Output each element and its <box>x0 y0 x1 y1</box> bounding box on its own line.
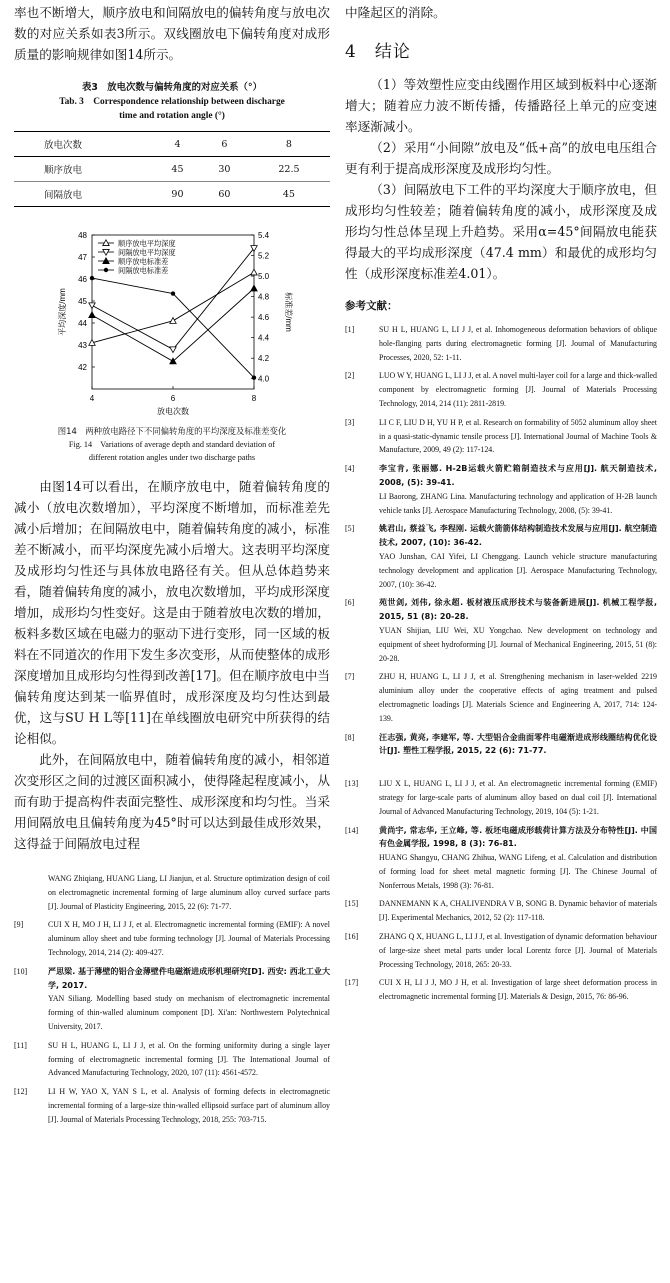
legend-marker <box>104 268 108 272</box>
figure-caption-en-1: Fig. 14 Variations of average depth and standard deviation of <box>68 440 276 449</box>
reference-item <box>345 824 657 893</box>
intro-text: 率也不断增大，顺序放电和间隔放电的偏转角度与放电次数的对应关系如表3所示。双线圈放电下偏转角度对成形质量的影响规律如图14所示。 <box>14 5 330 62</box>
data-point <box>90 276 94 280</box>
data-point <box>89 312 95 318</box>
reference-text: YAO Junshan, CAI Yifei, LI Chenggang. Launch vehicle structure manufacturing technology development and application [J]. Aerospace Manufacturing Technology, 2007, (10): 36-42. <box>379 551 657 589</box>
left-axis-tick-label: 44 <box>78 319 87 328</box>
reference-body <box>379 323 657 364</box>
body-paragraph: 由图14可以看出，在顺序放电中，随着偏转角度的减小（放电次数增加），平均深度不断增加，而标准差先减小后增加；在间隔放电中，随着偏转角度的减小，标准差不断减小，而平均深度先减小后增大。这表明平均深度及成形均匀性还与具体放电路径有关。但从总体趋势来看，随着偏转角度的减小，放电次数增加，平均成形深度增加，成形均匀性变好。这是由于随着放电次数的增加，板料多数区域在电磁力的驱动下进行变形，同一区域的板料在不同道次的作用下发生多次变形，从而使整体的成形深度增加且成形均匀性得到改善[17]。但在顺序放电中当偏转角度达到某一临界值时，成形深度及均匀性达到最优，这与SU H L等[11]在单线圈放电研究中所获得的结论相似。 <box>14 479 330 746</box>
reference-text: CUI X H, MO J H, LI J J, et al. Electromagnetic incremental forming (EMIF): A novel aluminum alloy sheet and tube forming technology [J]. Journal of Materials Processing Technology, 2014, 214 (2): 409-427. <box>48 920 330 957</box>
reference-body <box>48 918 330 959</box>
reference-item <box>345 416 657 457</box>
reference-text: HUANG Shangyu, CHANG Zhihua, WANG Lifeng, et al. Calculation and distribution of forming load for sheet metal magnetic forming [J]. The Chinese Journal of Nonferrous Metals, 1998 (3): 76-81. <box>379 853 657 890</box>
reference-text: LUO W Y, HUANG L, LI J J, et al. A novel multi-layer coil for a large and thick-walled component by electromagnetic forming [J]. Journal of Materials Processing Technology, 2014, 214 (11): 2811-2819. <box>379 371 657 408</box>
reference-body <box>379 670 657 725</box>
table-header-row <box>14 132 330 157</box>
figure-caption-en-2: different rotation angles under two discharge paths <box>88 453 256 462</box>
left-axis-tick-label: 42 <box>78 363 87 372</box>
right-axis-tick-label: 4.4 <box>258 333 270 343</box>
reference-body <box>379 777 657 818</box>
reference-item <box>14 1085 330 1126</box>
table-row <box>14 182 330 207</box>
reference-item <box>345 462 657 517</box>
table-row <box>14 157 330 182</box>
left-axis-tick-label: 45 <box>78 297 87 306</box>
plot-frame <box>92 235 254 389</box>
table-header-cell: 放电次数 <box>14 132 154 157</box>
reference-item <box>345 777 657 818</box>
right-column <box>345 0 657 1009</box>
reference-text: ZHANG Q X, HUANG L, LI J J, et al. Investigation of dynamic deformation behaviour of large-size sheet metal parts under local Lorentz force [J]. Journal of Materials Processing Technology, 2018, 265: 20-33. <box>379 932 657 969</box>
reference-item <box>345 369 657 410</box>
reference-number: [11] <box>14 1040 27 1050</box>
reference-number: [8] <box>345 732 355 742</box>
reference-text: YUAN Shijian, LIU Wei, XU Yongchao. New development on technology and equipment of sheet hydroforming [J]. Journal of Mechanical Engineering, 2015, 51 (8): 20-28. <box>379 625 657 663</box>
reference-item <box>345 976 657 1004</box>
reference-text: SU H L, HUANG L, LI J J, et al. On the forming uniformity during a single layer forming of electromagnetic incremental forming [J]. The International Journal of Advanced Manufacturing Technology, 2020, 107 (11): 4561-4572. <box>48 1040 330 1078</box>
reference-text: SU H L, HUANG L, LI J J, et al. Inhomogeneous deformation behaviors of oblique hole-flanging parts during electromagnetic forming [J]. Journal of Manufacturing Processes, 2020, 52: 1-11. <box>379 325 657 362</box>
series-line <box>92 248 254 349</box>
reference-body <box>379 976 657 1004</box>
conclusion-item: （1）等效塑性应变由线圈作用区域到板料中心逐渐增大；随着应力波不断传播，传播路径上单元的应变速率逐渐减小。 <box>345 77 657 134</box>
reference-number: [5] <box>345 524 355 534</box>
reference-text: DANNEMANN K A, CHALIVENDRA V B, SONG B. Dynamic behavior of materials [J]. Experimental Mechanics, 2012, 52 (2): 117-118. <box>379 899 657 923</box>
section-title: 4 结论 <box>345 42 411 62</box>
data-point <box>89 303 95 309</box>
references-heading: 参考文献： <box>345 300 398 312</box>
table-cell: 45 <box>171 163 184 175</box>
reference-number: [14] <box>345 825 359 835</box>
reference-zh: 李宝肯, 张丽娜. H-2B运载火箭贮箱制造技术与应用[J]. 航天制造技术, 2008, (5): 39-41. <box>379 464 657 487</box>
reference-body <box>379 824 657 893</box>
data-point <box>251 285 257 291</box>
reference-number: [6] <box>345 598 355 608</box>
left-axis-tick-label: 47 <box>78 253 87 262</box>
legend-label: 间隔放电平均深度 <box>118 248 176 257</box>
reference-body <box>379 731 657 759</box>
body-text: 中隆起区的消除。 <box>345 5 446 20</box>
reference-text: LIU X L, HUANG L, LI J J, et al. An electromagnetic incremental forming (EMIF) strategy for large-scale parts of aluminum alloy based on dual coil [J]. International Journal of Advanced Manufacturing Technology, 2019, 104 (5): 1-21. <box>379 779 657 816</box>
reference-number: [9] <box>14 920 24 930</box>
reference-item <box>345 731 657 759</box>
reference-list <box>345 777 657 1004</box>
right-axis-tick-label: 4.8 <box>258 292 270 302</box>
reference-item <box>345 930 657 971</box>
reference-item <box>345 522 657 591</box>
data-point <box>170 347 176 353</box>
left-axis-label: 平均深度/mm <box>58 288 67 336</box>
reference-body <box>48 1085 330 1126</box>
table-caption-en-1: Tab. 3 Correspondence relationship between discharge <box>59 97 285 107</box>
right-axis-tick-label: 4.2 <box>258 354 270 364</box>
figure-caption-zh: 图14 两种放电路径下不同偏转角度的平均深度及标准差变化 <box>57 426 287 436</box>
legend-label: 顺序放电平均深度 <box>118 239 176 248</box>
reference-item <box>345 596 657 665</box>
data-point <box>251 269 257 275</box>
reference-number: [13] <box>345 779 359 789</box>
table-caption-en-2: time and rotation angle (°) <box>119 111 225 121</box>
reference-number: [12] <box>14 1087 28 1097</box>
conclusion-item: （3）间隔放电下工件的平均深度大于顺序放电，但成形均匀性较差；随着偏转角度的减小，成形深度及成形均匀性总体呈现上升趋势。采用α=45°间隔放电能获得最大的平均成形深度（47.4 mm）和最优的成形均匀性（成形深度标准差4.01）。 <box>345 182 657 281</box>
depth-std-chart <box>14 227 330 417</box>
reference-zh: 黄尚宇, 常志华, 王立峰, 等. 板坯电磁成形载荷计算方法及分布特性[J]. 中国有色金属学报, 1998, 8 (3): 76-81. <box>379 825 657 849</box>
reference-body <box>379 897 657 925</box>
data-point <box>171 291 175 295</box>
reference-number: [10] <box>14 966 28 976</box>
left-axis-tick-label: 43 <box>78 341 87 350</box>
reference-continuation: WANG Zhiqiang, HUANG Liang, LI Jianjun, et al. Structure optimization design of coil on electromagnetic incremental forming of large aluminum alloy curved surface parts [J]. Journal of Plasticity Engineering, 2015, 22 (6): 71-77. <box>48 874 330 911</box>
reference-body <box>379 930 657 971</box>
legend-label: 间隔放电标准差 <box>118 266 169 275</box>
reference-item <box>345 897 657 925</box>
table-cell: 60 <box>201 182 248 207</box>
reference-number: [3] <box>345 417 355 427</box>
reference-number: [17] <box>345 978 359 988</box>
table-caption-zh: 表3 放电次数与偏转角度的对应关系（°） <box>82 82 262 93</box>
reference-item <box>14 918 330 959</box>
reference-item <box>14 965 330 1034</box>
reference-number: [15] <box>345 899 359 909</box>
reference-body <box>379 462 657 517</box>
reference-item <box>345 323 657 364</box>
table-header-cell: 4 <box>154 132 201 157</box>
data-point <box>170 318 176 324</box>
right-axis-tick-label: 5.0 <box>258 272 270 282</box>
right-axis-label: 标准差/mm <box>284 292 293 332</box>
left-column <box>14 0 330 1132</box>
table-cell: 22.5 <box>278 163 300 175</box>
reference-number: [1] <box>345 325 355 334</box>
legend-label: 顺序放电标准差 <box>118 257 169 266</box>
x-axis-label: 放电次数 <box>157 407 189 416</box>
reference-zh: 姚君山, 蔡益飞, 李程刚. 运载火箭箭体结构制造技术发展与应用[J]. 航空制造技术, 2007, (10): 36-42. <box>379 524 657 548</box>
reference-body <box>48 965 330 1034</box>
x-axis-tick-label: 6 <box>170 394 176 403</box>
data-point <box>252 376 256 380</box>
reference-item <box>14 1039 330 1080</box>
data-table <box>14 131 330 207</box>
reference-text: LI C F, LIU D H, YU H P, et al. Research on formability of 5052 aluminum alloy sheet in a quasi-static-dynamic tensile process [J]. International Journal of Machine Tools & Manufacture, 2009, 49 (2): 117-124. <box>379 417 657 455</box>
reference-zh: 苑世剑, 刘伟, 徐永超. 板材液压成形技术与装备新进展[J]. 机械工程学报, 2015, 51 (8): 20-28. <box>379 598 657 622</box>
reference-list <box>345 323 657 758</box>
reference-text: CUI X H, LI J J, MO J H, et al. Investigation of large sheet deformation process in electromagnetic incremental forming [J]. Materials & Design, 2015, 76: 86-96. <box>379 978 657 1002</box>
body-paragraph: 此外，在间隔放电中，随着偏转角度的减小，相邻道次变形区之间的过渡区面积减小，使得隆起程度减小，从而有助于提高构件表面完整性、成形深度和均匀性。当采用间隔放电且偏转角度为45°时可以达到最佳成形效果，这得益于间隔放电过程 <box>14 752 330 851</box>
reference-text: ZHU H, HUANG L, LI J J, et al. Strengthening mechanism in laser-welded 2219 aluminium alloy under the cooperative effects of aging treatment and pulsed electromagnetic loadings [J]. Materials Science and Engineering A, 2017, 714: 124-139. <box>379 672 657 723</box>
reference-body <box>379 596 657 665</box>
reference-number: [2] <box>345 371 355 381</box>
table-header-cell: 8 <box>248 132 330 157</box>
reference-zh: 汪志强, 黄亮, 李建军, 等. 大型铝合金曲面零件电磁渐进成形线圈结构优化设计[J]. 塑性工程学报, 2015, 22 (6): 71-77. <box>379 732 657 756</box>
reference-text: LI Baorong, ZHANG Lina. Manufacturing technology and application of H-2B launch vehicle tanks [J]. Aerospace Manufacturing Technology, 2008, (5): 39-41. <box>379 491 657 515</box>
table-cell: 90 <box>154 182 201 207</box>
reference-body <box>379 522 657 591</box>
reference-number: [7] <box>345 672 355 682</box>
right-axis-tick-label: 5.2 <box>258 251 270 261</box>
table-cell: 30 <box>218 163 231 175</box>
reference-text: YAN Siliang. Modelling based study on mechanism of electromagnetic incremental forming of thin-walled aluminum component [D]. Xi'an: Northwestern Polytechnical University, 2017. <box>48 994 330 1031</box>
left-axis-tick-label: 48 <box>78 231 87 240</box>
table-cell: 45 <box>248 182 330 207</box>
left-axis-tick-label: 46 <box>78 275 87 284</box>
reference-number: [4] <box>345 464 355 474</box>
conclusion-item: （2）采用“小间隙”放电及“低+高”的放电电压组合更有利于提高成形深度及成形均匀性。 <box>345 140 657 176</box>
table-header-cell: 6 <box>201 132 248 157</box>
reference-list <box>14 918 330 1126</box>
reference-zh: 严思梁. 基于薄壁的铝合金薄壁件电磁渐进成形机理研究[D]. 西安: 西北工业大学, 2017. <box>48 966 330 990</box>
right-axis-tick-label: 5.4 <box>258 231 270 240</box>
x-axis-tick-label: 8 <box>251 394 257 403</box>
reference-body <box>48 1039 330 1080</box>
reference-text: LI H W, YAO X, YAN S L, et al. Analysis of forming defects in electromagnetic incremental forming of a large-size thin-walled ellipsoid surface part of aluminum alloy [J]. Journal of Materials Processing Technology, 2018, 255: 703-715. <box>48 1087 330 1124</box>
right-axis-tick-label: 4.6 <box>258 313 270 323</box>
table-cell: 顺序放电 <box>44 165 83 176</box>
table-cell: 间隔放电 <box>14 182 154 207</box>
reference-body <box>379 369 657 410</box>
reference-item <box>345 670 657 725</box>
reference-body <box>379 416 657 457</box>
reference-number: [16] <box>345 932 359 942</box>
right-axis-tick-label: 4.0 <box>258 374 270 384</box>
x-axis-tick-label: 4 <box>89 394 95 403</box>
